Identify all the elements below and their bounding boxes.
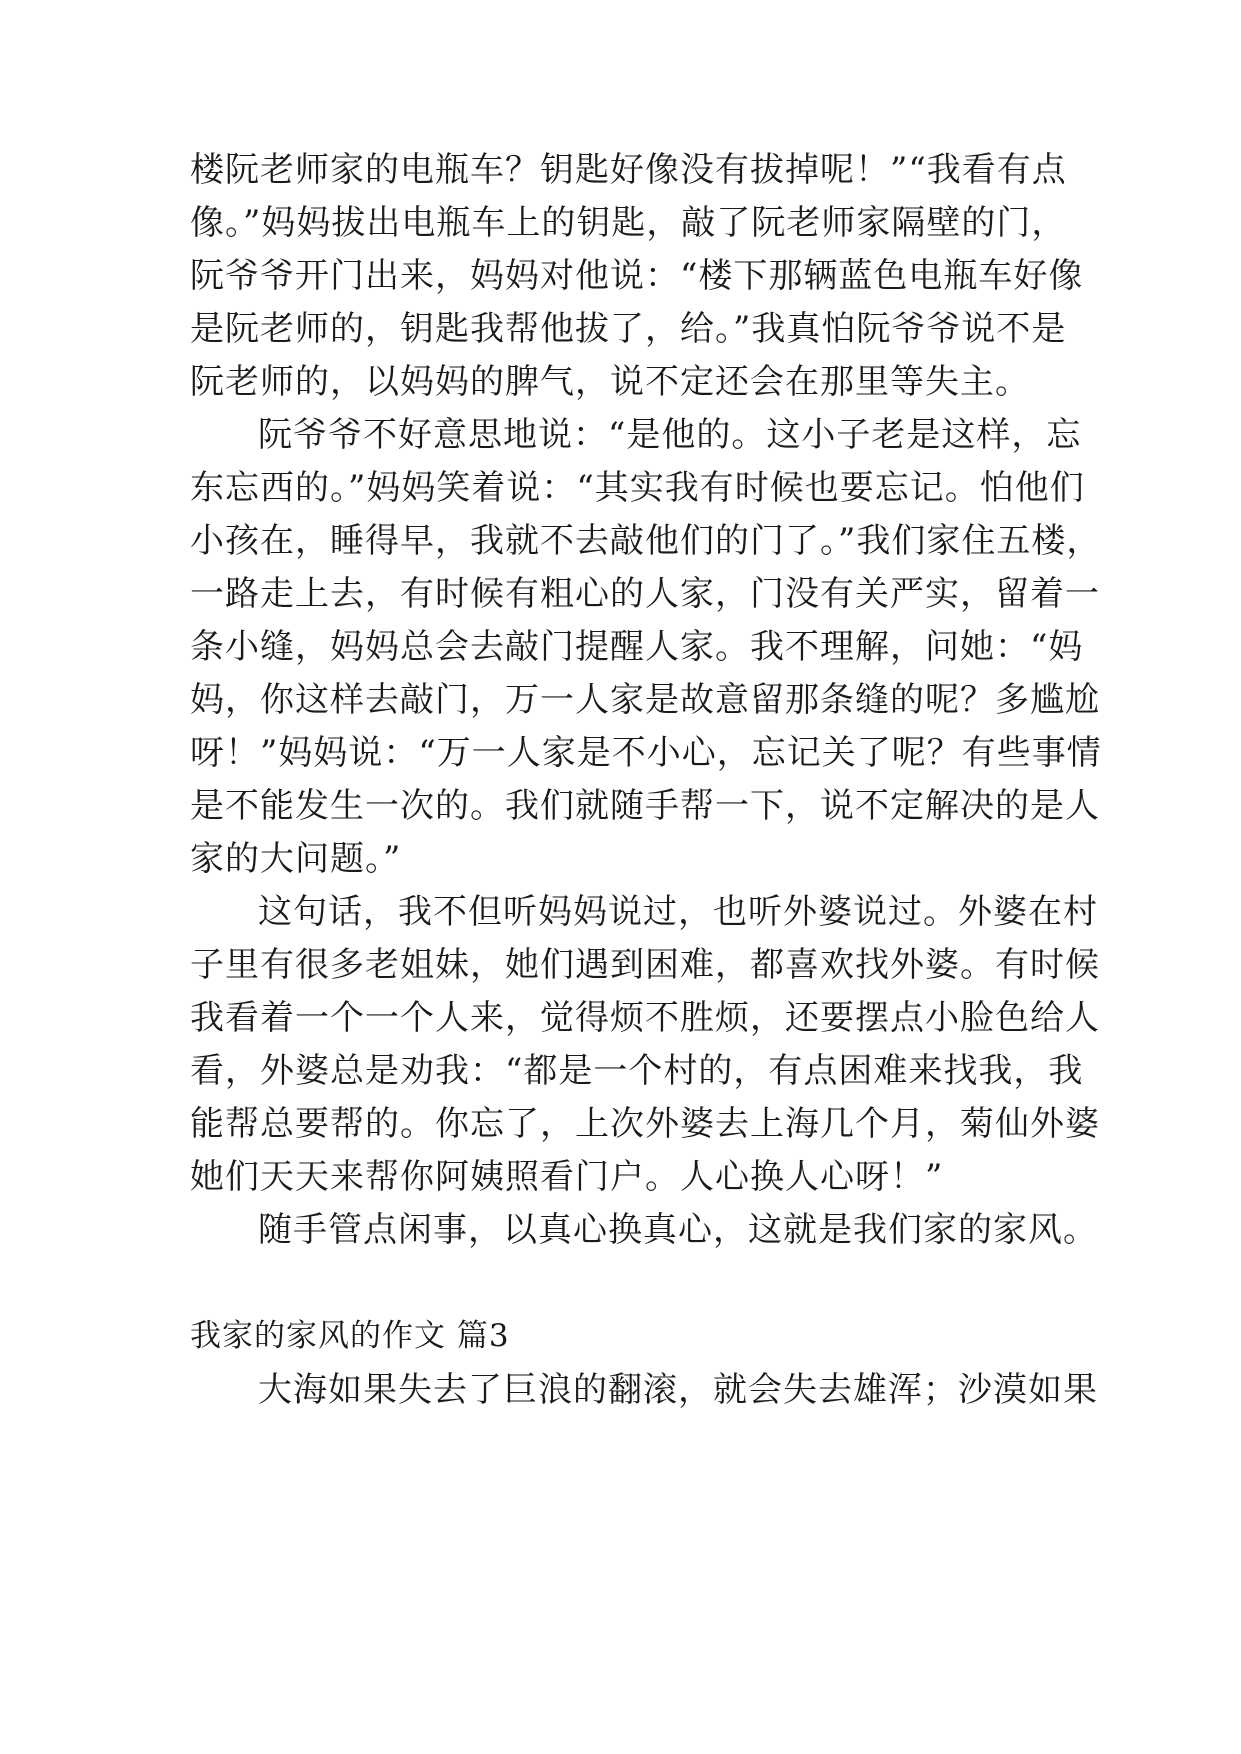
- paragraph-2-line-8: 是不能发生一次的。我们就随手帮一下，说不定解决的是人: [190, 786, 1100, 826]
- paragraph-2-line-3: 小孩在，睡得早，我就不去敲他们的门了。”我们家住五楼，: [190, 521, 1102, 561]
- paragraph-2-line-4: 一路走上去，有时候有粗心的人家，门没有关严实，留着一: [190, 574, 1100, 614]
- paragraph-5-line-1: 大海如果失去了巨浪的翻滚，就会失去雄浑；沙漠如果: [258, 1370, 1098, 1410]
- paragraph-2-line-2: 东忘西的。”妈妈笑着说：“其实我有时候也要忘记。怕他们: [190, 468, 1085, 508]
- paragraph-1-line-2: 像。”妈妈拔出电瓶车上的钥匙，敲了阮老师家隔壁的门，: [190, 203, 1067, 243]
- paragraph-2-line-5: 条小缝，妈妈总会去敲门提醒人家。我不理解，问她：“妈: [190, 627, 1084, 667]
- paragraph-4-line-1: 随手管点闲事，以真心换真心，这就是我们家的家风。: [258, 1210, 1098, 1250]
- paragraph-3-line-4: 看，外婆总是劝我：“都是一个村的，有点困难来找我，我: [190, 1051, 1084, 1091]
- paragraph-1-line-5: 阮老师的，以妈妈的脾气，说不定还会在那里等失主。: [190, 362, 1030, 402]
- section-heading: 我家的家风的作文 篇3: [190, 1318, 510, 1354]
- paragraph-3-line-3: 我看着一个一个人来，觉得烦不胜烦，还要摆点小脸色给人: [190, 998, 1100, 1038]
- paragraph-3-line-1: 这句话，我不但听妈妈说过，也听外婆说过。外婆在村: [258, 892, 1098, 932]
- paragraph-1-line-4: 是阮老师的，钥匙我帮他拔了，给。”我真怕阮爷爷说不是: [190, 309, 1067, 349]
- paragraph-1-line-3: 阮爷爷开门出来，妈妈对他说：“楼下那辆蓝色电瓶车好像: [190, 256, 1084, 296]
- paragraph-1-line-1: 楼阮老师家的电瓶车？钥匙好像没有拔掉呢！”“我看有点: [190, 150, 1067, 190]
- paragraph-2-line-9: 家的大问题。”: [190, 839, 402, 879]
- paragraph-2-line-6: 妈，你这样去敲门，万一人家是故意留那条缝的呢？多尴尬: [190, 680, 1100, 720]
- paragraph-3-line-6: 她们天天来帮你阿姨照看门户。人心换人心呀！”: [190, 1157, 944, 1197]
- paragraph-2-line-7: 呀！”妈妈说：“万一人家是不小心，忘记关了呢？有些事情: [190, 733, 1102, 773]
- paragraph-3-line-2: 子里有很多老姐妹，她们遇到困难，都喜欢找外婆。有时候: [190, 945, 1100, 985]
- paragraph-3-line-5: 能帮总要帮的。你忘了，上次外婆去上海几个月，菊仙外婆: [190, 1104, 1100, 1144]
- paragraph-2-line-1: 阮爷爷不好意思地说：“是他的。这小子老是这样，忘: [258, 415, 1082, 455]
